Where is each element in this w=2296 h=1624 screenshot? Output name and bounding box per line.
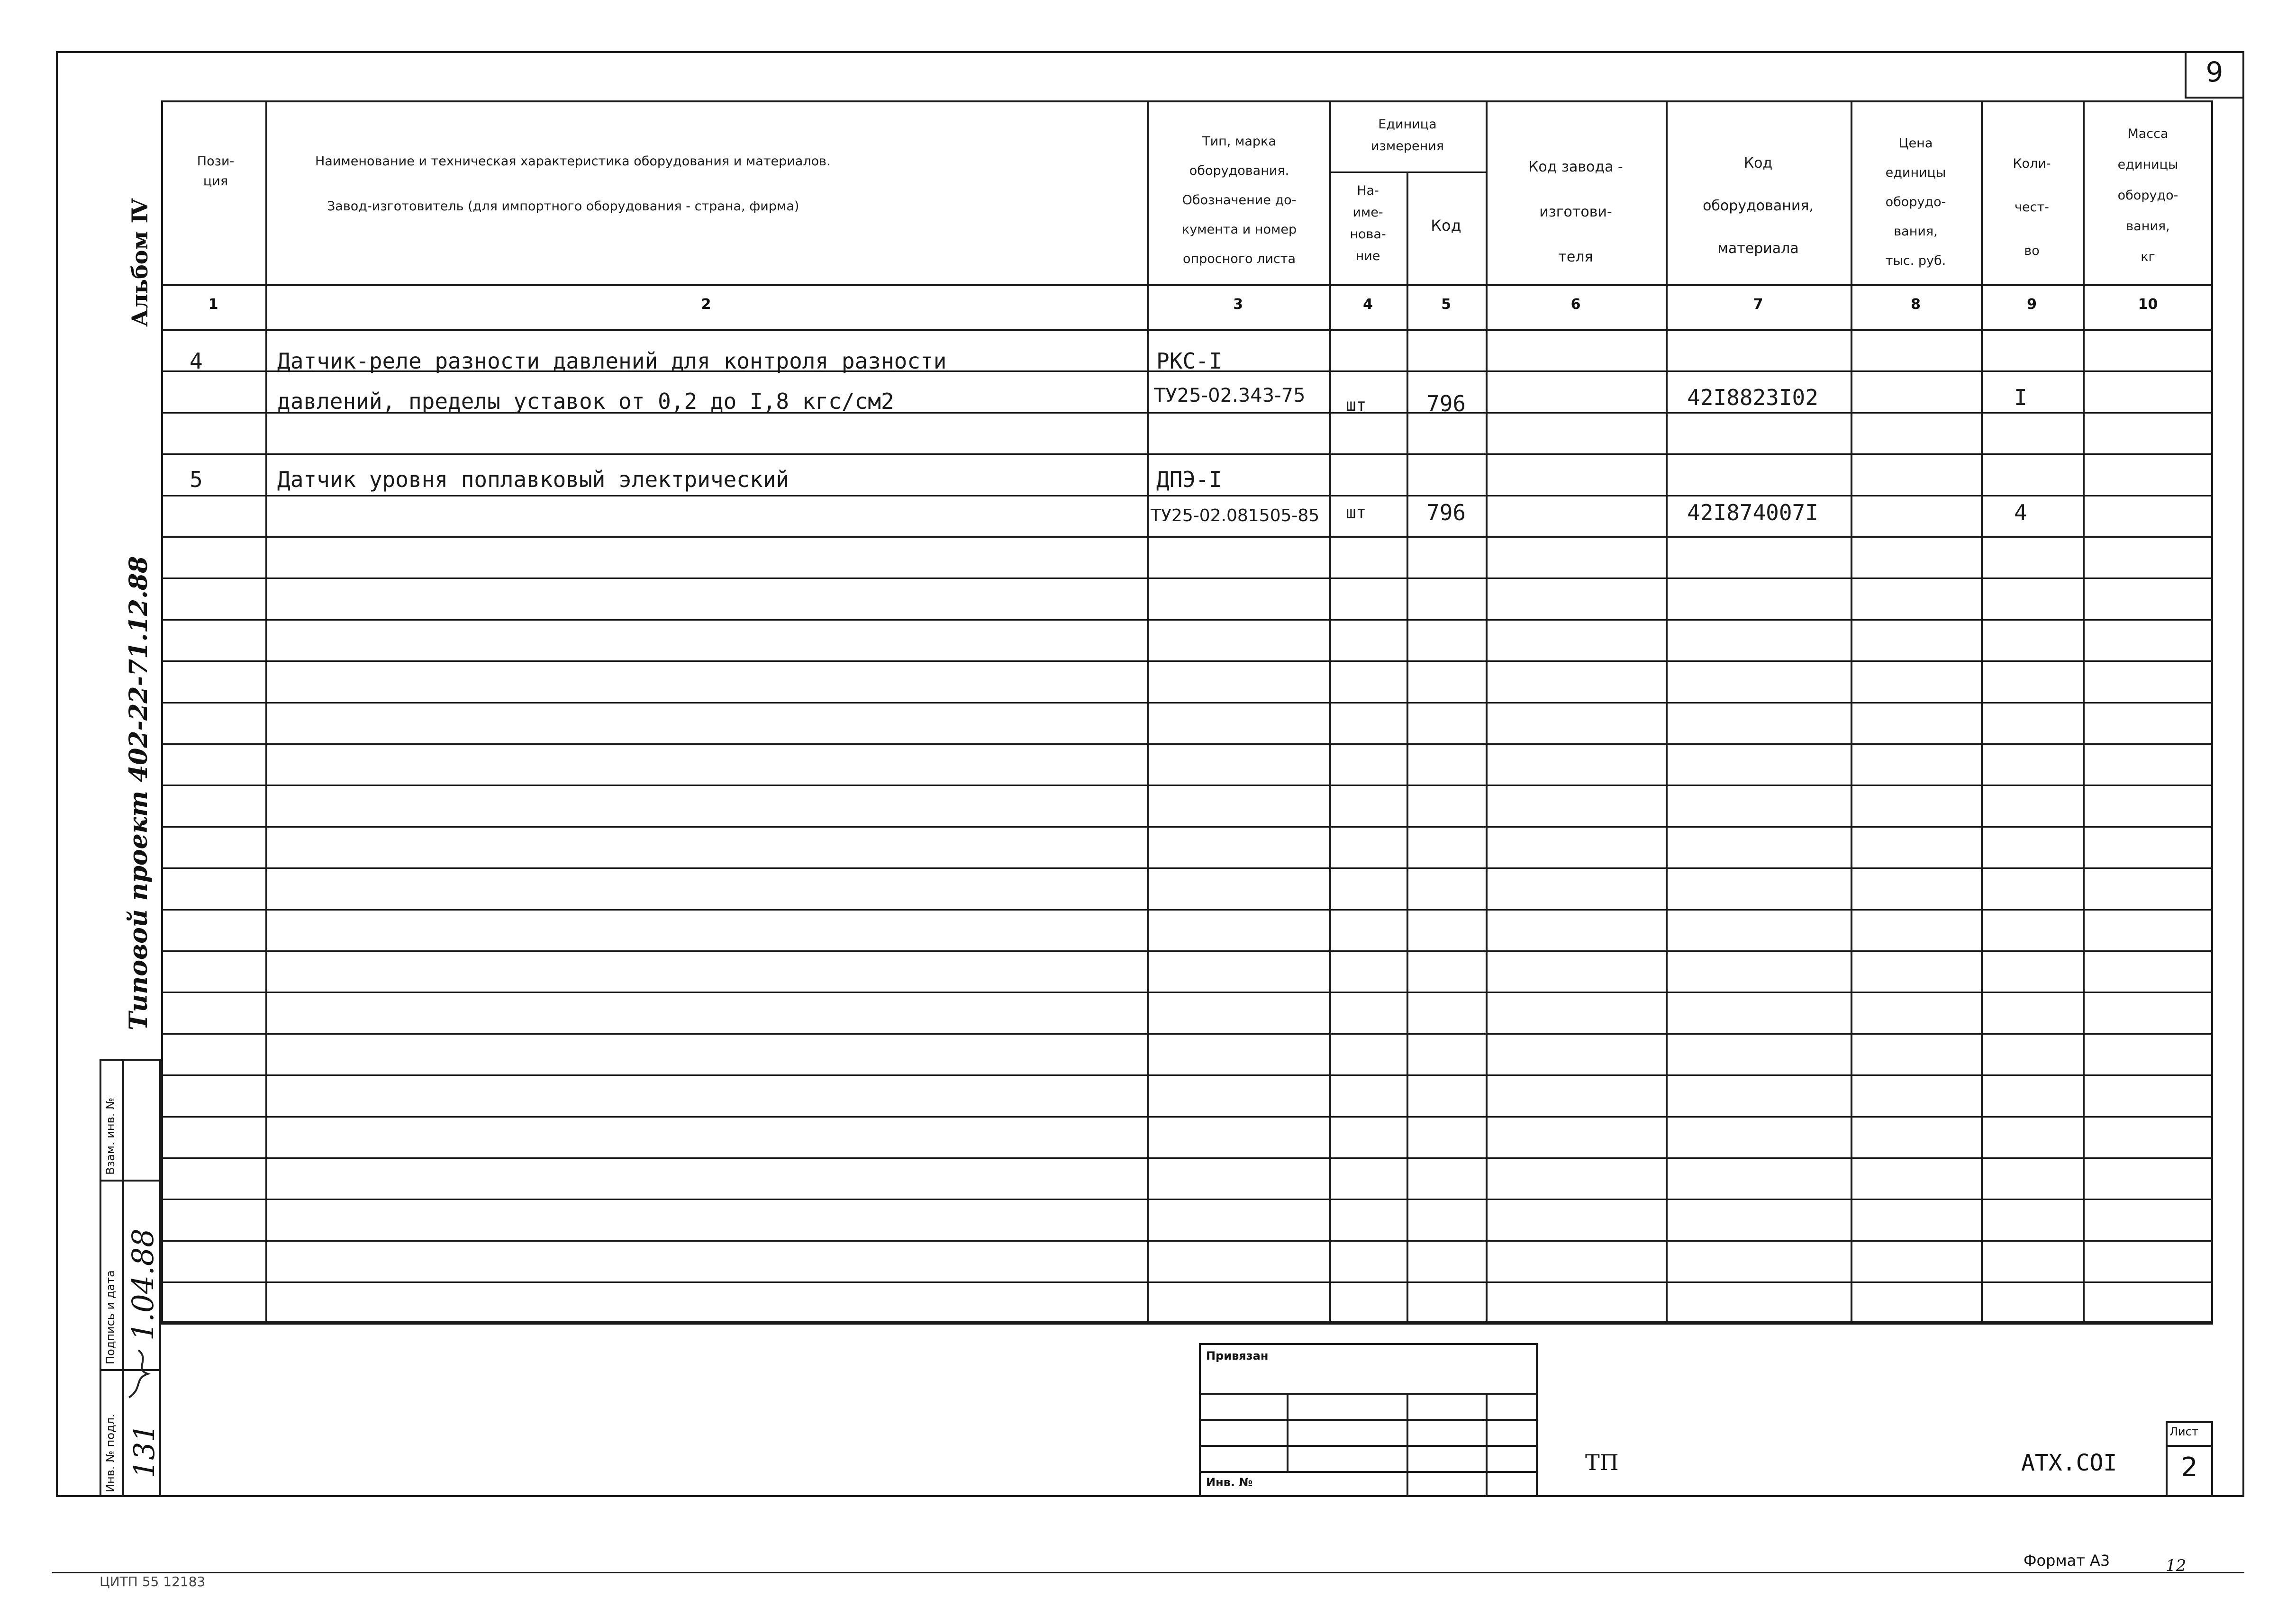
col-divider-5 bbox=[1486, 100, 1488, 1323]
col-divider-7 bbox=[1851, 100, 1852, 1323]
header-factory-code: Код завода - изготови- теля bbox=[1528, 159, 1623, 265]
row-name: Датчик уровня поплавковый электрический bbox=[277, 467, 790, 492]
header-type: Тип, марка оборудования. Обозначение до- кумента и номер опросного листа bbox=[1181, 134, 1297, 266]
table-row-line bbox=[161, 1074, 2213, 1076]
table-row-line bbox=[161, 867, 2213, 869]
attached-label: Привязан bbox=[1206, 1349, 1269, 1362]
header-price: Цена единицы оборудо- вания, тыс. руб. bbox=[1885, 136, 1946, 268]
stamp-inv-label: Инв. № подл. bbox=[104, 1414, 117, 1492]
column-number: 6 bbox=[1570, 296, 1581, 313]
sheet-value: 2 bbox=[2181, 1452, 2198, 1483]
sheet-number: 9 bbox=[2205, 56, 2223, 88]
table-row-line bbox=[161, 950, 2213, 952]
page-mark: 12 bbox=[2166, 1556, 2187, 1575]
signature bbox=[124, 1345, 157, 1402]
column-number: 3 bbox=[1233, 296, 1243, 313]
row-quantity: 4 bbox=[2014, 500, 2027, 525]
col-divider-9 bbox=[2083, 100, 2085, 1323]
row-unit: шт bbox=[1346, 503, 1367, 523]
tp-label: ТП bbox=[1585, 1450, 1619, 1475]
header-unit-group: Единица измерения bbox=[1370, 117, 1444, 153]
col-divider-8 bbox=[1981, 100, 1983, 1323]
project-label: Типовой проект 402-22-71.12.88 bbox=[124, 556, 153, 1030]
table-row-line bbox=[161, 1033, 2213, 1035]
table-row-line bbox=[161, 1240, 2213, 1242]
table-row-line bbox=[161, 495, 2213, 496]
stamp-sign-label: Подпись и дата bbox=[104, 1270, 117, 1364]
colnum-bottom-line bbox=[161, 329, 2213, 331]
table-row-line bbox=[161, 1116, 2213, 1118]
side-stamp-divider bbox=[122, 1059, 124, 1497]
table-row-line bbox=[161, 909, 2213, 911]
table-row-line bbox=[161, 1157, 2213, 1159]
header-quantity: Коли- чест- во bbox=[2013, 156, 2051, 258]
table-row-line bbox=[161, 992, 2213, 993]
attached-divider bbox=[1407, 1393, 1408, 1497]
column-number: 8 bbox=[1911, 296, 1921, 313]
col-divider-4 bbox=[1407, 171, 1408, 1323]
column-number: 10 bbox=[2138, 296, 2158, 313]
signature-date: 1.04.88 bbox=[126, 1228, 160, 1341]
side-stamp-line bbox=[100, 1180, 161, 1182]
table-row-line bbox=[161, 702, 2213, 704]
row-type: ТУ25-02.343-75 bbox=[1154, 385, 1306, 406]
header-bottom-line bbox=[161, 284, 2213, 286]
row-type: РКС-I bbox=[1156, 348, 1222, 374]
stamp-replace-label: Взам. инв. № bbox=[104, 1098, 117, 1175]
row-position: 4 bbox=[190, 348, 203, 374]
inv-no-label: Инв. № bbox=[1206, 1476, 1253, 1489]
album-label: Альбом Ⅳ bbox=[127, 198, 153, 327]
table-row-line bbox=[161, 619, 2213, 621]
header-mass: Масса единицы оборудо- вания, кг bbox=[2117, 126, 2178, 264]
row-position: 5 bbox=[190, 467, 203, 492]
table-row-line bbox=[161, 1281, 2213, 1283]
row-type: ДПЭ-I bbox=[1156, 467, 1222, 492]
row-unit-code: 796 bbox=[1426, 500, 1466, 525]
table-row-line bbox=[161, 743, 2213, 745]
attached-divider bbox=[1486, 1393, 1488, 1497]
footer-line bbox=[52, 1572, 2244, 1573]
header-unit-code: Код bbox=[1431, 217, 1461, 235]
col-divider-6 bbox=[1666, 100, 1668, 1323]
column-number: 7 bbox=[1753, 296, 1763, 313]
title-block-top bbox=[161, 1323, 2213, 1325]
column-number: 1 bbox=[208, 296, 218, 313]
table-row-line bbox=[161, 785, 2213, 786]
inventory-number: 131 bbox=[128, 1424, 161, 1478]
bottom-left-code: ЦИТП 55 12183 bbox=[100, 1574, 206, 1589]
header-name-line2: Завод-изготовитель (для импортного оборудования - страна, фирма) bbox=[327, 199, 799, 214]
column-number: 4 bbox=[1363, 296, 1373, 313]
row-unit: шт bbox=[1346, 396, 1367, 415]
table-row-line bbox=[161, 826, 2213, 828]
header-unit-name: На- име- нова- ние bbox=[1350, 183, 1386, 263]
table-row-line bbox=[161, 577, 2213, 579]
column-number: 9 bbox=[2027, 296, 2037, 313]
col-divider-2 bbox=[1147, 100, 1149, 1323]
table-row-line bbox=[161, 1199, 2213, 1200]
unit-group-divider bbox=[1329, 171, 1486, 173]
header-equipment-code: Код оборудования, материала bbox=[1703, 155, 1814, 257]
sheet-box-line bbox=[2166, 1445, 2213, 1447]
column-number: 5 bbox=[1441, 296, 1451, 313]
row-name: Датчик-реле разности давлений для контроля разности bbox=[277, 348, 947, 374]
row-name: давлений, пределы уставок от 0,2 до I,8 кгс/см2 bbox=[277, 388, 894, 414]
sheet-label: Лист bbox=[2169, 1425, 2198, 1438]
spec-table bbox=[161, 100, 2213, 1323]
row-type: ТУ25-02.081505-85 bbox=[1151, 506, 1320, 525]
format-label: Формат А3 bbox=[2024, 1552, 2110, 1570]
table-row-line bbox=[161, 536, 2213, 538]
row-equipment-code: 42I874007I bbox=[1687, 500, 1818, 525]
attached-divider bbox=[1287, 1393, 1289, 1471]
column-number: 2 bbox=[701, 296, 711, 313]
header-position: Пози- ция bbox=[197, 154, 235, 189]
header-name-line1: Наименование и техническая характеристика оборудования и материалов. bbox=[315, 154, 831, 169]
table-row-line bbox=[161, 453, 2213, 455]
col-divider-1 bbox=[265, 100, 267, 1323]
row-unit-code: 796 bbox=[1426, 391, 1466, 416]
table-row-line bbox=[161, 660, 2213, 662]
row-equipment-code: 42I8823I02 bbox=[1687, 385, 1818, 410]
row-quantity: I bbox=[2014, 385, 2027, 410]
col-divider-3 bbox=[1329, 100, 1331, 1323]
document-code: АТХ.СОI bbox=[2021, 1450, 2117, 1476]
